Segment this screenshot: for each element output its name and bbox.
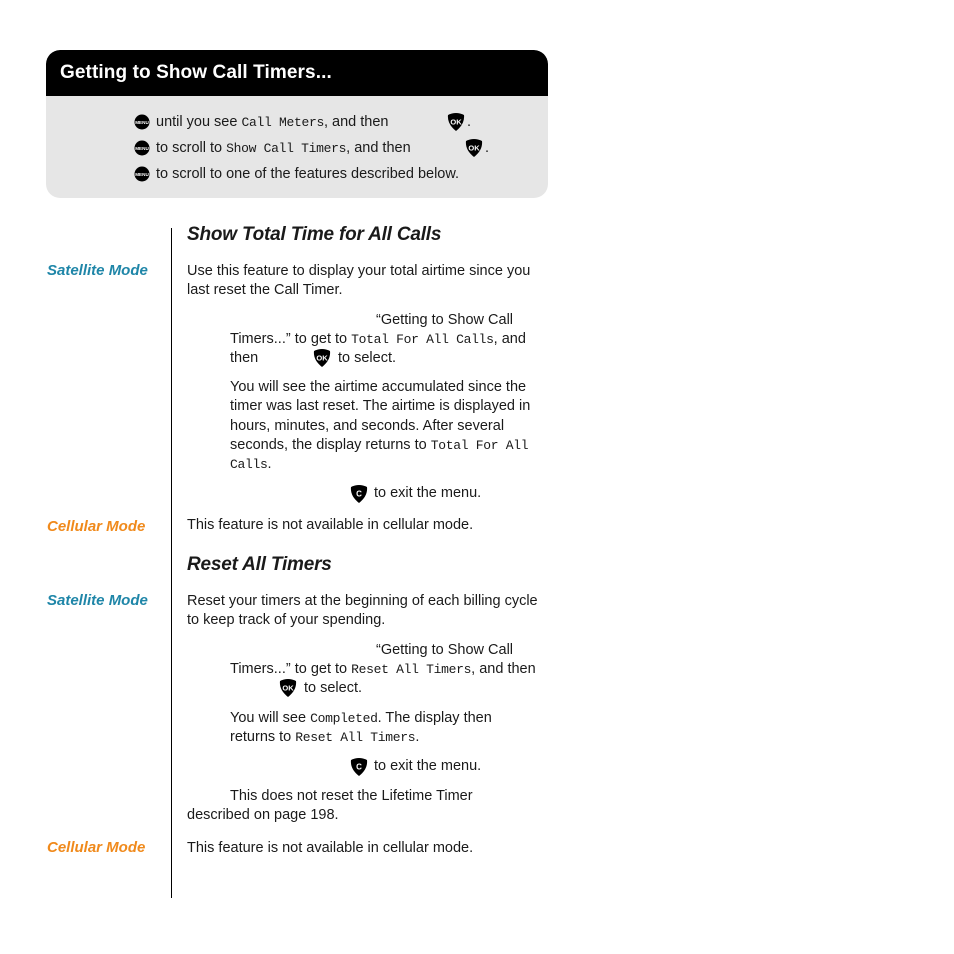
- step-text: Timers...” to get to: [230, 661, 352, 677]
- lcd-text: Completed: [310, 711, 378, 726]
- c-key-icon: [349, 757, 369, 777]
- ok-key-icon: [278, 678, 298, 698]
- result-text: . The display then: [377, 710, 492, 726]
- section1-intro: Use this feature to display your total airtime since you last reset the Call Timer.: [187, 263, 531, 299]
- header-box: [46, 50, 548, 198]
- section1-cellular-text: This feature is not available in cellular mode.: [187, 517, 474, 533]
- menu-key-icon: [134, 114, 150, 130]
- step-text: , and then: [471, 661, 536, 677]
- section1-step-b: [230, 330, 526, 349]
- page-title: Getting to Show Call Timers...: [60, 62, 332, 83]
- result-text: You will see: [230, 710, 311, 726]
- section2-note-line1: This does not reset the Lifetime Timer: [230, 788, 473, 804]
- section-title-reset-all-timers: Reset All Timers: [187, 554, 332, 575]
- lcd-text: Reset All Timers: [295, 730, 416, 745]
- column-divider: [171, 228, 172, 898]
- satellite-mode-label: Satellite Mode: [47, 592, 148, 609]
- punctuation: .: [485, 140, 490, 156]
- lcd-text: Total For All Calls: [351, 332, 494, 347]
- lcd-text: Call Meters: [241, 115, 324, 130]
- instruction-line-3: [134, 164, 459, 184]
- ok-key-icon: [312, 348, 332, 368]
- section2-step-b: [230, 660, 536, 679]
- instruction-text: to scroll to: [156, 140, 227, 156]
- section1-step-a: “Getting to Show Call: [376, 312, 514, 328]
- header-bar: [46, 50, 548, 96]
- satellite-mode-label: Satellite Mode: [47, 262, 148, 279]
- instruction-text: , and then: [346, 140, 411, 156]
- punctuation: .: [467, 114, 472, 130]
- punctuation: .: [267, 456, 272, 473]
- result-text: returns to: [230, 729, 296, 745]
- section1-exit: to exit the menu.: [374, 485, 482, 501]
- instruction-text: to scroll to one of the features described below.: [156, 166, 460, 182]
- section2-note-line2: described on page 198.: [187, 807, 339, 823]
- menu-key-icon: [134, 140, 150, 156]
- section1-result: [230, 378, 545, 474]
- section2-result-line1: [230, 709, 492, 728]
- step-text: Timers...” to get to: [230, 331, 352, 347]
- lcd-text: Show Call Timers: [226, 141, 347, 156]
- lcd-text: Total For All Calls: [230, 437, 529, 473]
- section2-step-a: “Getting to Show Call: [376, 642, 514, 658]
- punctuation: .: [415, 729, 420, 745]
- menu-key-icon: [134, 166, 150, 182]
- c-key-icon: [349, 484, 369, 504]
- section2-result-line2: [230, 728, 419, 747]
- section2-intro: Reset your timers at the beginning of each billing cycle to keep track of your spending.: [187, 593, 538, 629]
- instruction-line-1: [134, 112, 388, 132]
- ok-key-icon: [446, 112, 466, 132]
- section1-step-c-then: then: [230, 350, 259, 366]
- instruction-line-2: [134, 138, 411, 158]
- section2-cellular-text: This feature is not available in cellular mode.: [187, 840, 474, 856]
- section2-step-c-select: to select.: [304, 680, 363, 696]
- section2-exit: to exit the menu.: [374, 758, 482, 774]
- step-text: , and: [493, 331, 526, 347]
- section1-step-c-select: to select.: [338, 350, 397, 366]
- instruction-text: , and then: [323, 114, 389, 130]
- cellular-mode-label: Cellular Mode: [47, 839, 146, 856]
- instruction-text: until you see: [156, 114, 242, 130]
- cellular-mode-label: Cellular Mode: [47, 518, 146, 535]
- lcd-text: Reset All Timers: [351, 662, 472, 677]
- result-text: You will see the airtime accumulated since the timer was last reset. The airtime is displayed in hours, minutes, and seconds. After several seconds, the display returns to: [230, 379, 531, 453]
- ok-key-icon: [464, 138, 484, 158]
- section-title-show-total-time: Show Total Time for All Calls: [187, 224, 442, 245]
